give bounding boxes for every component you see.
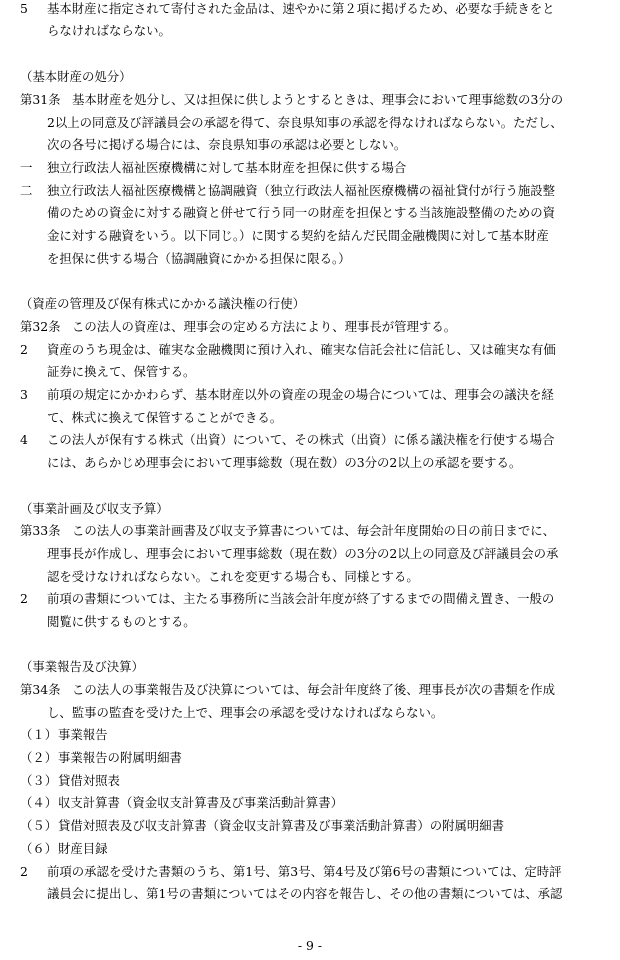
- paragraph-line: 2以上の同意及び評議員会の承認を得て、奈良県知事の承認を得なければならない。ただし、: [47, 115, 563, 130]
- paragraph-line: 基本財産を処分し、又は担保に供しようとするときは、理事会において理事総数の3分の: [72, 92, 564, 107]
- paragraph-line: 議員会に提出し、第1号の書類についてはその内容を報告し、その他の書類については、承認: [47, 886, 563, 901]
- paragraph-line: 証券に換えて、保管する。: [47, 364, 196, 379]
- paragraph-line: 前項の承認を受けた書類のうち、第1号、第3号、第4号及び第6号の書類については、定時評: [47, 864, 562, 879]
- section-heading: （事業計画及び収支予算）: [20, 501, 169, 516]
- list-item-number: （５）: [20, 818, 58, 833]
- list-item-text: 収支計算書（資金収支計算書及び事業活動計算書）: [58, 795, 343, 810]
- paragraph-line: 金に対する融資をいう。以下同じ。）に関する契約を結んだ民間金融機関に対して基本財産: [47, 228, 549, 243]
- page-number: - 9 -: [297, 938, 323, 953]
- paragraph-line: 次の各号に掲げる場合には、奈良県知事の承認は必要としない。: [47, 137, 407, 152]
- item-number: 2: [20, 591, 28, 606]
- list-item-text: 貸借対照表及び収支計算書（資金収支計算書及び事業活動計算書）の附属明細書: [58, 818, 505, 833]
- paragraph-line: らなければならない。: [47, 23, 171, 38]
- list-item-text: 事業報告の附属明細書: [58, 750, 182, 765]
- item-number: 2: [20, 342, 28, 357]
- list-item-number: （２）: [20, 750, 58, 765]
- item-number: 3: [20, 387, 28, 402]
- list-item-text: 事業報告: [58, 727, 108, 742]
- article-number: 第34条: [20, 682, 61, 697]
- item-number: 一: [20, 160, 33, 175]
- paragraph-line: 独立行政法人福祉医療機構と協調融資（独立行政法人福祉医療機構の福祉貸付が行う施設整: [47, 183, 556, 198]
- paragraph-line: この法人が保有する株式（出資）について、その株式（出資）に係る議決権を行使する場合: [47, 432, 555, 447]
- article-number: 第33条: [20, 523, 61, 538]
- paragraph-line: 前項の規定にかかわらず、基本財産以外の資産の現金の場合については、理事会の議決を経: [47, 387, 554, 402]
- paragraph-line: を担保に供する場合（協調融資にかかる担保に限る。）: [47, 251, 351, 266]
- paragraph-line: この法人の事業報告及び決算については、毎会計年度終了後、理事長が次の書類を作成: [72, 682, 555, 697]
- paragraph-line: この法人の資産は、理事会の定める方法により、理事長が管理する。: [72, 319, 457, 334]
- paragraph-line: 備のための資金に対する融資と併せて行う同一の財産を担保とする当該施設整備のための資: [47, 205, 556, 220]
- section-heading: （基本財産の処分）: [20, 69, 132, 84]
- paragraph-line: 基本財産に指定されて寄付された金品は、速やかに第２項に掲げるため、必要な手続きをと: [47, 1, 555, 16]
- item-number: 5: [20, 1, 28, 16]
- article-number: 第32条: [20, 319, 61, 334]
- paragraph-line: 理事長が作成し、理事会において理事総数（現在数）の3分の2以上の同意及び評議員会の承: [47, 546, 559, 561]
- list-item-text: 貸借対照表: [58, 773, 120, 788]
- list-item-text: 財産目録: [58, 841, 108, 856]
- item-number: 二: [20, 183, 33, 198]
- list-item-number: （４）: [20, 795, 58, 810]
- list-item-number: （６）: [20, 841, 58, 856]
- paragraph-line: この法人の事業計画書及び収支予算書については、毎会計年度開始の日の前日までに、: [72, 523, 555, 538]
- list-item-number: （１）: [20, 727, 58, 742]
- section-heading: （資産の管理及び保有株式にかかる議決権の行使）: [20, 296, 305, 311]
- item-number: 2: [20, 864, 28, 879]
- article-number: 第31条: [20, 92, 61, 107]
- paragraph-line: 認を受けなければならない。これを変更する場合も、同様とする。: [47, 569, 419, 584]
- paragraph-line: し、監事の監査を受けた上で、理事会の承認を受けなければならない。: [47, 705, 444, 720]
- paragraph-line: には、あらかじめ理事会において理事総数（現在数）の3分の2以上の承認を要する。: [47, 455, 522, 470]
- paragraph-line: 資産のうち現金は、確実な金融機関に預け入れ、確実な信託会社に信託し、又は確実な有価: [47, 342, 556, 357]
- list-item-number: （３）: [20, 773, 58, 788]
- paragraph-line: 独立行政法人福祉医療機構に対して基本財産を担保に供する場合: [47, 160, 407, 175]
- paragraph-line: 前項の書類については、主たる事務所に当該会計年度が終了するまでの間備え置き、一般の: [47, 591, 555, 606]
- paragraph-line: 閲覧に供するものとする。: [47, 614, 196, 629]
- paragraph-line: て、株式に換えて保管することができる。: [47, 410, 283, 425]
- item-number: 4: [20, 432, 28, 447]
- section-heading: （事業報告及び決算）: [20, 659, 144, 674]
